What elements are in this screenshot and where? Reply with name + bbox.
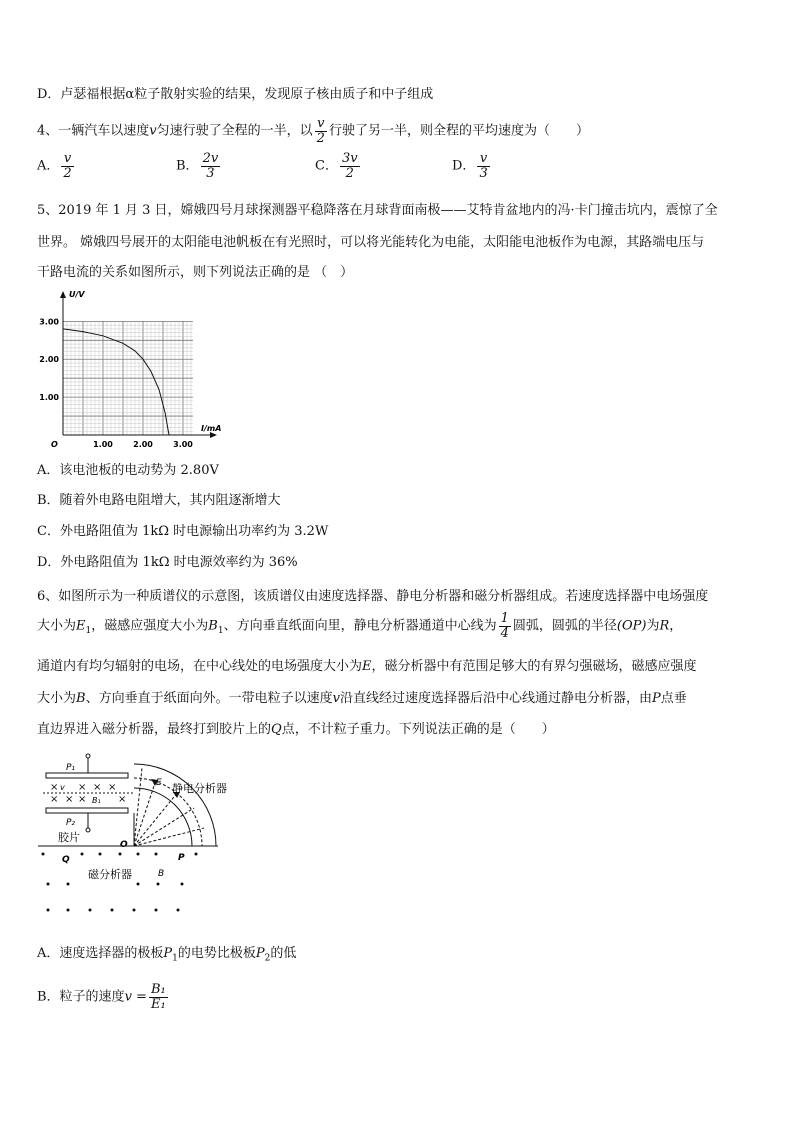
x-tick-label: 1.00 <box>93 440 113 449</box>
q4-option-c[interactable]: C． $\frac{3v}{2}$ <box>315 151 358 181</box>
svg-text:×: × <box>108 782 117 793</box>
question-6-line-2: 大小为$E_1$，磁感应强度大小为$B_1$、方向垂直纸面向里，静电分析器通道中心线为 $\frac{1}{4}$ 圆弧，圆弧的半径(OP)为R， <box>37 611 683 641</box>
diag-q: Q <box>62 855 70 865</box>
q4-option-d[interactable]: D． $\frac{v}{3}$ <box>452 151 488 181</box>
field-dot <box>67 909 70 912</box>
x-tick-label: 3.00 <box>173 440 193 449</box>
svg-text:×: × <box>118 794 127 805</box>
diag-v: v <box>60 783 65 792</box>
svg-text:×: × <box>65 794 74 805</box>
y-tick-label: 1.00 <box>39 393 59 403</box>
field-dot <box>47 883 50 886</box>
diag-b: B <box>158 869 165 879</box>
field-dot <box>119 853 122 856</box>
svg-text:×: × <box>78 782 87 793</box>
field-dot <box>181 883 184 886</box>
diag-p2: P₂ <box>66 818 76 828</box>
diag-o: O <box>120 840 128 850</box>
field-dot <box>137 883 140 886</box>
y-tick-label: 3.00 <box>39 317 59 327</box>
field-dot <box>99 853 102 856</box>
field-dot <box>155 853 158 856</box>
diag-p: P <box>178 853 185 863</box>
diag-esa: 静电分析器 <box>172 782 227 795</box>
x-axis-label: I/mA <box>201 424 222 433</box>
field-dot <box>177 909 180 912</box>
question-6-line-5: 直边界进入磁分析器，最终打到胶片上的Q点，不计粒子重力。下列说法正确的是（ ） <box>37 722 555 737</box>
q5-option-b[interactable]: B．随着外电路电阻增大，其内阻逐渐增大 <box>37 493 281 508</box>
y-tick-label: 2.00 <box>39 355 59 365</box>
field-dot <box>67 883 70 886</box>
chart-grid <box>63 321 193 435</box>
field-dot <box>81 853 84 856</box>
option-d-prev: D．卢瑟福根据α粒子散射实验的结果，发现原子核由质子和中子组成 <box>37 87 434 102</box>
y-axis-label: U/V <box>69 290 85 299</box>
q4-option-b[interactable]: B． $\frac{2v}{3}$ <box>176 151 219 181</box>
diag-msa: 磁分析器 <box>88 868 132 881</box>
q6-option-b[interactable]: B．粒子的速度v = $\frac{\text{B₁}}{\text{E₁}}$ <box>37 982 166 1012</box>
plate-p2 <box>46 808 128 813</box>
question-5-line-2: 世界。 嫦娥四号展开的太阳能电池帆板在有光照时，可以将光能转化为电能，太阳能电池板作为电源，其路端电压与 <box>37 235 705 250</box>
question-5-line-1: 5、2019 年 1 月 3 日，嫦娥四号月球探测器平稳降落在月球背面南极——艾特肯盆地内的冯·卡门撞击坑内，震惊了全 <box>37 203 718 218</box>
origin-label: O <box>51 440 58 449</box>
q4-option-a[interactable]: A． $\frac{v}{2}$ <box>37 151 72 181</box>
mass-spectrometer-diagram <box>38 750 248 918</box>
axis-lines <box>63 295 213 435</box>
question-6-line-3: 通道内有均匀辐射的电场，在中心线处的电场强度大小为E，磁分析器中有范围足够大的有界匀强磁场，磁感应强度 <box>37 659 697 674</box>
question-6-line-1: 6、如图所示为一种质谱仪的示意图，该质谱仪由速度选择器、静电分析器和磁分析器组成。若速度选择器中电场强度 <box>37 589 709 604</box>
field-dot <box>89 909 92 912</box>
question-6-line-4: 大小为B、方向垂直于纸面向外。一带电粒子以速度v沿直线经过速度选择器后沿中心线通过静电分析器，由P点垂 <box>37 691 687 706</box>
question-4: 4、一辆汽车以速度v匀速行驶了全程的一半，以 $\frac{v}{2}$ 行驶了另一半，则全程的平均速度为（ ） <box>37 116 589 146</box>
diag-p1: P₁ <box>66 763 76 773</box>
plate-p1 <box>46 773 128 778</box>
field-dot <box>195 853 198 856</box>
field-dot <box>155 909 158 912</box>
field-dot <box>42 853 45 856</box>
q5-option-a[interactable]: A．该电池板的电动势为 2.80V <box>37 463 219 478</box>
svg-text:×: × <box>50 794 59 805</box>
q5-option-d[interactable]: D．外电路阻值为 1kΩ 时电源效率约为 36% <box>37 555 298 570</box>
diag-b1: B₁ <box>92 796 101 805</box>
field-dot <box>111 909 114 912</box>
x-tick-label: 2.00 <box>133 440 153 449</box>
field-dot <box>157 883 160 886</box>
question-5-line-3: 干路电流的关系如图所示，则下列说法正确的是 （ ） <box>37 265 354 280</box>
svg-text:×: × <box>50 782 59 793</box>
field-dot <box>47 909 50 912</box>
ui-chart <box>35 285 225 455</box>
q6-option-a[interactable]: A．速度选择器的极板$P_1$的电势比极板$P_2$的低 <box>37 946 297 964</box>
q5-option-c[interactable]: C．外电路阻值为 1kΩ 时电源输出功率约为 3.2W <box>37 524 329 539</box>
field-dot <box>137 853 140 856</box>
field-dot <box>133 909 136 912</box>
diag-film: 胶片 <box>58 831 80 844</box>
svg-text:×: × <box>93 782 102 793</box>
svg-text:×: × <box>78 794 87 805</box>
diag-e: E <box>156 778 162 788</box>
